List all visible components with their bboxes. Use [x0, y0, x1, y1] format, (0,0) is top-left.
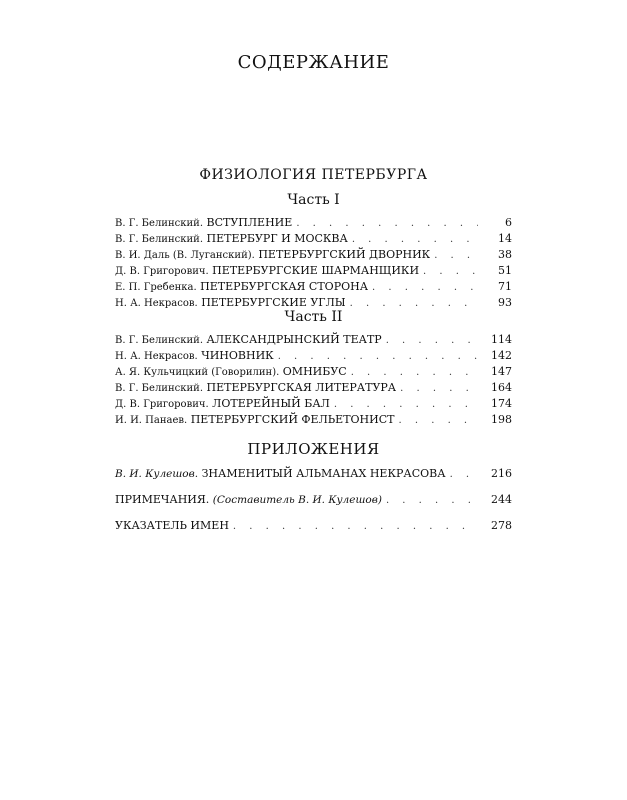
entry-author: В. Г. Белинский.: [115, 234, 203, 245]
toc-entry[interactable]: [115, 364, 512, 380]
entry-page: 174: [491, 397, 512, 410]
entry-page: 164: [491, 381, 512, 394]
entry-title: ОМНИБУС: [282, 365, 347, 378]
dot-leader: [386, 493, 478, 509]
toc-entry[interactable]: [115, 263, 512, 279]
part-2-title: Часть II: [284, 309, 343, 325]
dot-leader: [399, 413, 479, 429]
toc-entry[interactable]: [115, 396, 512, 412]
section-title: ФИЗИОЛОГИЯ ПЕТЕРБУРГА: [199, 167, 428, 183]
dot-leader: [434, 248, 478, 264]
toc-entry[interactable]: [115, 231, 512, 247]
entry-title: УКАЗАТЕЛЬ ИМЕН: [115, 519, 229, 532]
dot-leader: [450, 467, 478, 483]
entry-page: 278: [491, 519, 512, 532]
entry-page: 147: [491, 365, 512, 378]
entry-title: ПЕТЕРБУРГСКАЯ СТОРОНА: [200, 280, 369, 293]
toc-entry[interactable]: [115, 466, 512, 482]
entry-author: В. Г. Белинский.: [115, 383, 203, 394]
page-title: СОДЕРЖАНИЕ: [237, 52, 390, 73]
entry-page: 51: [498, 264, 512, 277]
entry-title: ПЕТЕРБУРГСКАЯ ЛИТЕРАТУРА: [206, 381, 397, 394]
entry-author: И. И. Панаев.: [115, 415, 188, 426]
toc-entry[interactable]: [115, 412, 512, 428]
entry-author: В. И. Кулешов.: [115, 468, 199, 480]
entry-title: ВСТУПЛЕНИЕ: [206, 216, 293, 229]
toc-entry[interactable]: [115, 518, 512, 534]
toc-entry[interactable]: [115, 348, 512, 364]
entry-title: ПЕТЕРБУРГСКИЙ ДВОРНИК: [258, 248, 431, 261]
entry-author: Н. А. Некрасов.: [115, 351, 198, 362]
toc-entry[interactable]: [115, 380, 512, 396]
entry-title: ПЕТЕРБУРГСКИЕ ШАРМАНЩИКИ: [212, 264, 420, 277]
entry-page: 216: [491, 467, 512, 480]
dot-leader: [372, 280, 478, 296]
entry-page: 38: [498, 248, 512, 261]
entry-title: ЛОТЕРЕЙНЫЙ БАЛ: [212, 397, 330, 410]
entry-author: А. Я. Кульчицкий (Говорилин).: [115, 367, 280, 378]
entry-page: 142: [491, 349, 512, 362]
entry-title: АЛЕКСАНДРЫНСКИЙ ТЕАТР: [206, 333, 382, 346]
entry-page: 114: [491, 333, 512, 346]
part-1-title: Часть I: [287, 192, 340, 208]
entry-author: Н. А. Некрасов.: [115, 298, 198, 309]
entry-author: В. Г. Белинский.: [115, 335, 203, 346]
dot-leader: [400, 381, 478, 397]
toc-entry[interactable]: [115, 215, 512, 231]
entry-title: ЗНАМЕНИТЫЙ АЛЬМАНАХ НЕКРАСОВА: [201, 467, 446, 480]
dot-leader: [334, 397, 478, 413]
dot-leader: [423, 264, 478, 280]
entry-page: 71: [498, 280, 512, 293]
toc-entry[interactable]: [115, 492, 512, 508]
dot-leader: [352, 232, 478, 248]
appendix-title: ПРИЛОЖЕНИЯ: [247, 440, 380, 458]
entry-title: ПЕТЕРБУРГСКИЙ ФЕЛЬЕТОНИСТ: [190, 413, 395, 426]
entry-author: Д. В. Григорович.: [115, 399, 209, 410]
entry-note: (Составитель В. И. Кулешов): [212, 494, 382, 506]
entry-title: ПРИМЕЧАНИЯ.: [115, 493, 210, 506]
entry-author: В. И. Даль (В. Луганский).: [115, 250, 255, 261]
entry-page: 198: [491, 413, 512, 426]
dot-leader: [278, 349, 478, 365]
dot-leader: [386, 333, 478, 349]
dot-leader: [351, 365, 478, 381]
toc-entry[interactable]: [115, 247, 512, 263]
dot-leader: [296, 216, 478, 232]
entry-title: ЧИНОВНИК: [201, 349, 274, 362]
appendix-list: [115, 466, 512, 544]
entry-title: ПЕТЕРБУРГ И МОСКВА: [206, 232, 348, 245]
entry-page: 14: [498, 232, 512, 245]
entry-page: 244: [491, 493, 512, 506]
entry-author: Д. В. Григорович.: [115, 266, 209, 277]
part-1-list: [115, 215, 512, 311]
toc-entry[interactable]: [115, 279, 512, 295]
entry-author: В. Г. Белинский.: [115, 218, 203, 229]
entry-author: Е. П. Гребенка.: [115, 282, 197, 293]
entry-title: ПЕТЕРБУРГСКИЕ УГЛЫ: [201, 296, 346, 309]
dot-leader: [233, 519, 478, 535]
entry-page: 6: [505, 216, 512, 229]
entry-page: 93: [498, 296, 512, 309]
toc-entry[interactable]: [115, 332, 512, 348]
part-2-list: [115, 332, 512, 428]
